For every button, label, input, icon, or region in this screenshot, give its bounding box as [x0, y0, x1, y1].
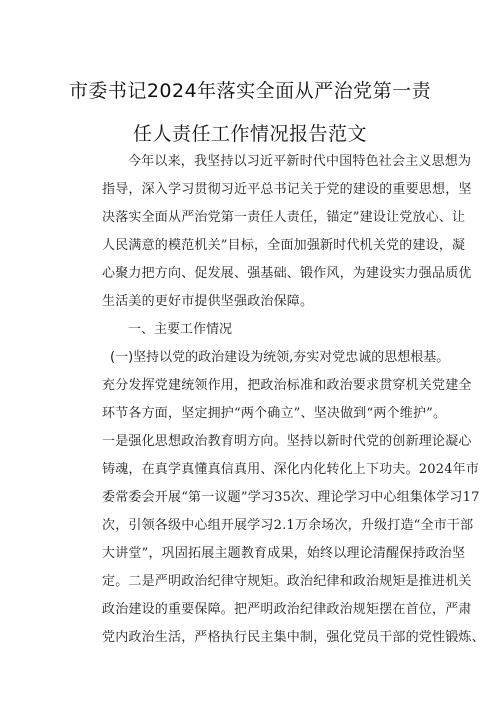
paragraph-line: 充分发挥党建统领作用，把政治标准和政治要求贯穿机关党建全 [102, 378, 472, 393]
paragraph-line: 心聚力把方向、促发展、强基础、锻作风，为建设实力强品质优 [102, 266, 472, 281]
paragraph-line: 政治建设的重要保障。把严明政治纪律政治规矩摆在首位，严肃 [102, 602, 472, 617]
document-title-line-2: 任人责任工作情况报告范文 [132, 123, 367, 145]
paragraph-line: 环节各方面，坚定拥护“两个确立”、坚决做到“两个维护”。 [102, 406, 447, 421]
paragraph-line: 铸魂，在真学真懂真信真用、深化内化转化上下功夫。2024年市 [102, 462, 480, 477]
paragraph-line: 委常委会开展“第一议题”学习35次、理论学习中心组集体学习17 [102, 490, 480, 505]
paragraph-line: 指导，深入学习贯彻习近平总书记关于党的建设的重要思想，坚 [102, 182, 472, 197]
paragraph-line: 一是强化思想政治教育明方向。坚持以新时代党的创新理论凝心 [102, 434, 472, 449]
paragraph-line: 次，引领各级中心组开展学习2.1万余场次，升级打造“全市干部 [102, 518, 474, 533]
paragraph-line: 大讲堂”，巩固拓展主题教育成果，始终以理论清醒保持政治坚 [102, 546, 466, 561]
paragraph-line: 党内政治生活，严格执行民主集中制，强化党员干部的党性锻炼、 [102, 630, 485, 645]
paragraph-line: 定。二是严明政治纪律守规矩。政治纪律和政治规矩是推进机关 [102, 574, 472, 589]
paragraph-line: 今年以来，我坚持以习近平新时代中国特色社会主义思想为 [128, 154, 472, 169]
paragraph-line: 决落实全面从严治党第一责任人责任，锚定”建设让党放心、让 [102, 210, 466, 225]
document-title-line-1: 市委书记2024年落实全面从严治党第一责 [68, 80, 432, 102]
section-heading: 一、主要工作情况 [128, 322, 233, 337]
paragraph-line: 生活美的更好市提供坚强政治保障。 [102, 294, 314, 309]
subsection-heading: (一)坚持以党的政治建设为统领,夯实对党忠诚的思想根基。 [110, 350, 450, 365]
paragraph-line: 人民满意的模范机关”目标，全面加强新时代机关党的建设，凝 [102, 238, 466, 253]
